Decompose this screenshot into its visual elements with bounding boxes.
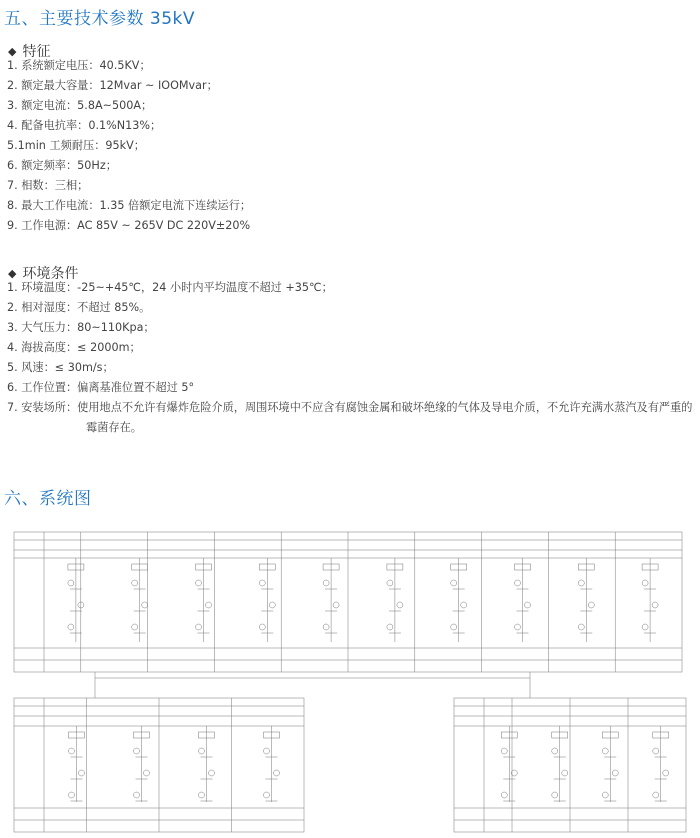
list-item: 5. 风速：≤ 30m/s； bbox=[7, 361, 114, 374]
transformer-symbol bbox=[196, 624, 202, 630]
transformer-symbol bbox=[451, 580, 457, 586]
transformer-symbol bbox=[612, 770, 618, 776]
transformer-symbol bbox=[461, 602, 467, 608]
transformer-symbol bbox=[602, 792, 608, 798]
list-item-continuation: 霉菌存在。 bbox=[86, 421, 142, 434]
list-item: 9. 工作电源：AC 85V ~ 265V DC 220V±20% bbox=[7, 219, 251, 232]
transformer-symbol bbox=[199, 748, 205, 754]
diamond-bullet-icon: ◆ bbox=[8, 266, 17, 280]
transformer-symbol bbox=[642, 580, 648, 586]
transformer-symbol bbox=[323, 624, 329, 630]
transformer-symbol bbox=[132, 580, 138, 586]
transformer-symbol bbox=[515, 580, 521, 586]
transformer-symbol bbox=[562, 770, 568, 776]
transformer-symbol bbox=[387, 624, 393, 630]
transformer-symbol bbox=[199, 792, 205, 798]
transformer-symbol bbox=[501, 748, 507, 754]
list-item: 7. 相数：三相； bbox=[7, 179, 89, 192]
list-item: 6. 额定频率：50Hz； bbox=[7, 159, 117, 172]
transformer-symbol bbox=[515, 624, 521, 630]
transformer-symbol bbox=[259, 624, 265, 630]
transformer-symbol bbox=[68, 624, 74, 630]
features-heading-label: 特征 bbox=[22, 44, 51, 60]
system-diagram-svg bbox=[10, 528, 690, 834]
transformer-symbol bbox=[501, 792, 507, 798]
section-6-title: 六、系统图 bbox=[4, 489, 92, 509]
transformer-symbol bbox=[578, 580, 584, 586]
list-item: 1. 系统额定电压：40.5KV； bbox=[7, 59, 151, 72]
transformer-symbol bbox=[323, 580, 329, 586]
transformer-symbol bbox=[578, 624, 584, 630]
list-item-text: 使用地点不允许有爆炸危险介质，周围环境中不应含有腐蚀金属和破坏绝缘的气体及导电介质，不允许充满水蒸汽及有严重的 bbox=[77, 401, 693, 414]
list-item: 3. 额定电流：5.8A~500A； bbox=[7, 99, 153, 112]
features-list bbox=[7, 56, 251, 236]
list-item: 4. 海拔高度：≤ 2000m； bbox=[7, 341, 141, 354]
list-item: 6. 工作位置：偏离基准位置不超过 5° bbox=[7, 381, 195, 394]
transformer-symbol bbox=[134, 748, 140, 754]
diamond-bullet-icon: ◆ bbox=[8, 44, 17, 58]
list-item: 4. 配备电抗率：0.1%N13%； bbox=[7, 119, 162, 132]
list-item bbox=[7, 398, 697, 438]
transformer-symbol bbox=[663, 770, 669, 776]
list-item-prefix: 7. 安装场所： bbox=[7, 401, 78, 414]
transformer-symbol bbox=[69, 792, 75, 798]
transformer-symbol bbox=[387, 580, 393, 586]
transformer-symbol bbox=[134, 792, 140, 798]
transformer-symbol bbox=[209, 770, 215, 776]
list-item: 1. 环境温度：-25~+45℃，24 小时内平均温度不超过 +35℃； bbox=[7, 281, 333, 294]
transformer-symbol bbox=[525, 602, 531, 608]
transformer-symbol bbox=[588, 602, 594, 608]
transformer-symbol bbox=[206, 602, 212, 608]
environment-heading-label: 环境条件 bbox=[22, 266, 79, 282]
transformer-symbol bbox=[269, 602, 275, 608]
list-item: 5.1min 工频耐压：95kV； bbox=[7, 139, 145, 152]
transformer-symbol bbox=[132, 624, 138, 630]
list-item: 2. 额定最大容量：12Mvar ~ IOOMvar； bbox=[7, 79, 218, 92]
list-item: 2. 相对湿度：不超过 85%。 bbox=[7, 301, 151, 314]
system-diagram bbox=[10, 528, 690, 834]
section-5-title: 五、主要技术参数 35kV bbox=[4, 9, 196, 29]
transformer-symbol bbox=[259, 580, 265, 586]
transformer-symbol bbox=[333, 602, 339, 608]
transformer-symbol bbox=[142, 602, 148, 608]
transformer-symbol bbox=[264, 748, 270, 754]
transformer-symbol bbox=[79, 770, 85, 776]
transformer-symbol bbox=[451, 624, 457, 630]
transformer-symbol bbox=[552, 748, 558, 754]
transformer-symbol bbox=[144, 770, 150, 776]
transformer-symbol bbox=[653, 792, 659, 798]
transformer-symbol bbox=[602, 748, 608, 754]
list-item: 8. 最大工作电流：1.35 倍额定电流下连续运行； bbox=[7, 199, 252, 212]
transformer-symbol bbox=[264, 792, 270, 798]
transformer-symbol bbox=[642, 624, 648, 630]
transformer-symbol bbox=[552, 792, 558, 798]
transformer-symbol bbox=[274, 770, 280, 776]
transformer-symbol bbox=[652, 602, 658, 608]
transformer-symbol bbox=[653, 748, 659, 754]
transformer-symbol bbox=[397, 602, 403, 608]
transformer-symbol bbox=[196, 580, 202, 586]
list-item: 3. 大气压力：80~110Kpa； bbox=[7, 321, 155, 334]
transformer-symbol bbox=[68, 580, 74, 586]
transformer-symbol bbox=[69, 748, 75, 754]
environment-list bbox=[7, 278, 697, 438]
